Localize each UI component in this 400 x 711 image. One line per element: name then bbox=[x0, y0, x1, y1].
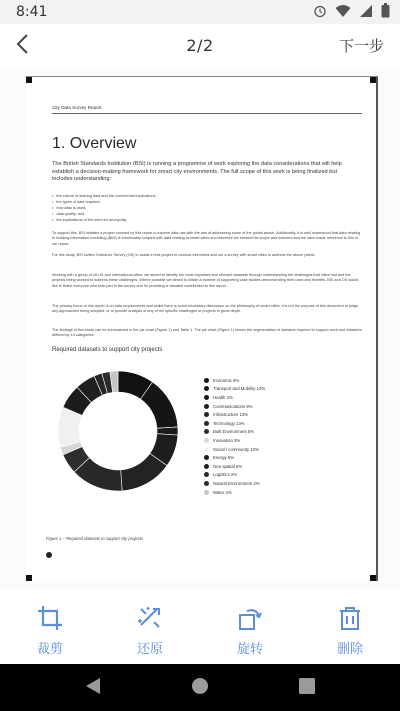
crop-corner-top-right[interactable] bbox=[370, 77, 376, 83]
scanned-page bbox=[26, 76, 378, 581]
legend-item bbox=[204, 376, 344, 385]
legend-swatch bbox=[204, 404, 209, 409]
legend-label: Energy 6% bbox=[213, 455, 235, 461]
legend-swatch bbox=[204, 421, 209, 426]
legend-label: Innovation 2% bbox=[213, 437, 241, 443]
legend-item bbox=[204, 410, 344, 419]
legend-swatch bbox=[204, 438, 209, 443]
body-paragraph: Working with a group of 18 UK and international cities, we aimed to identify the most important and relevant datasets through understanding the challenges that cities had and the projects being worked to address these challenges. Where possible we aimed to obtain a number of supporting case studies demonstrating their uses and benefits. BSI and OS would like to thank everyone who took part in the survey and for providing a valuable contribution to this report. bbox=[52, 273, 359, 288]
nav-back-button[interactable] bbox=[73, 668, 113, 708]
delete-icon bbox=[336, 604, 364, 632]
list-item: • the types of data required; bbox=[52, 200, 352, 206]
wifi-icon bbox=[335, 3, 351, 22]
legend-label: Built Environment 5% bbox=[213, 429, 255, 435]
legend-item bbox=[204, 436, 344, 445]
body-paragraph: To support this, BSI initiated a project covered by this report to explore data use with the aim of addressing some of the points above. Additionally, it is well understood that data relating to building information modelling (BIM) is inextricably coupled with data relating to smart cities and therefore we ensured its scope was included and we have made reference to this in our report. bbox=[52, 231, 361, 246]
next-step-button[interactable]: 下一步 bbox=[338, 37, 384, 55]
legend-swatch bbox=[204, 412, 209, 417]
nav-home-icon bbox=[191, 677, 209, 699]
alarm-icon bbox=[313, 3, 327, 22]
nav-recents-icon bbox=[299, 678, 315, 698]
legend-item bbox=[204, 479, 344, 488]
rotate-label: 旋转 bbox=[236, 642, 263, 657]
bullet-list bbox=[52, 194, 352, 223]
legend-swatch bbox=[204, 490, 209, 495]
page-title: 1. Overview bbox=[52, 135, 137, 152]
legend-swatch bbox=[204, 447, 209, 452]
legend-label: Water 2% bbox=[213, 489, 232, 495]
legend-swatch bbox=[204, 481, 209, 486]
system-nav-bar bbox=[0, 664, 400, 711]
list-item: • how data is used; bbox=[52, 206, 352, 212]
body-paragraph: The primary focus of this report is on data requirements and whilst there is some necessary discussion on the philosophy of smart cities, it is not the purpose of this document to judge any approaches being adopted, or to provide analysis of any of the specific challenges or projects in great depth. bbox=[52, 304, 359, 314]
legend-swatch bbox=[204, 386, 209, 391]
legend-label: Infrastructure 13% bbox=[213, 412, 249, 418]
legend-item bbox=[204, 402, 344, 411]
legend-label: Logistics 2% bbox=[213, 472, 238, 478]
restore-icon bbox=[136, 604, 164, 632]
legend-label: Geo spatial 5% bbox=[213, 463, 243, 469]
list-item: • the culture of sharing data and the commercial implications; bbox=[52, 194, 352, 200]
body-paragraph: The findings of this study can be summarized in the pie chart (Figure 1) and Table 1. The pie chart (Figure 1) shows the segmentation of datasets required to support work and initiatives defined by 14 categories. bbox=[52, 328, 362, 338]
legend-swatch bbox=[204, 464, 209, 469]
legend-item bbox=[204, 462, 344, 471]
legend-item bbox=[204, 453, 344, 462]
legend-swatch bbox=[204, 472, 209, 477]
legend-swatch bbox=[204, 429, 209, 434]
nav-back-icon bbox=[85, 677, 101, 699]
crop-corner-top-left[interactable] bbox=[26, 77, 32, 83]
body-paragraph: For this study, BSI invited Ordnance Survey (OS) to assist in this project to conduct interviews and run a survey with smart cities to address the above points. bbox=[52, 253, 316, 257]
legend-label: Economic 9% bbox=[213, 377, 240, 383]
crop-label: 裁剪 bbox=[36, 642, 63, 657]
legend-item bbox=[204, 385, 344, 394]
crop-corner-bottom-right[interactable] bbox=[370, 575, 376, 581]
legend-label: Communications 8% bbox=[213, 403, 253, 409]
crop-button[interactable] bbox=[5, 590, 95, 657]
battery-icon bbox=[381, 3, 390, 22]
legend-item bbox=[204, 393, 344, 402]
legend-swatch bbox=[204, 378, 209, 383]
nav-recents-button[interactable] bbox=[287, 668, 327, 708]
chart-title: Required datasets to support city projects bbox=[52, 347, 163, 353]
donut-chart bbox=[56, 369, 180, 493]
legend-item bbox=[204, 488, 344, 497]
delete-label: 删除 bbox=[336, 642, 363, 657]
page-header-text: City Data Survey Report bbox=[52, 105, 102, 110]
legend-label: Social / community 10% bbox=[213, 446, 259, 452]
legend-swatch bbox=[204, 455, 209, 460]
page-number-dot bbox=[46, 552, 52, 558]
top-bar bbox=[0, 24, 400, 68]
list-item: • data quality; and bbox=[52, 212, 352, 218]
crop-corner-bottom-left[interactable] bbox=[26, 575, 32, 581]
document-preview bbox=[0, 68, 400, 590]
legend-label: Natural Environment 2% bbox=[213, 480, 260, 486]
header-divider bbox=[52, 113, 362, 114]
cellular-icon bbox=[359, 3, 373, 22]
legend-item bbox=[204, 445, 344, 454]
intro-paragraph: The British Standards Institution (BSI) is running a programme of work exploring the data considerations that will help establish a decision-making framework for smart city environments. The full scope of this work is being finalized but includes understanding: bbox=[52, 161, 342, 183]
legend-label: Health 2% bbox=[213, 394, 233, 400]
legend-item bbox=[204, 471, 344, 480]
legend-item bbox=[204, 419, 344, 428]
chart-legend bbox=[204, 376, 344, 496]
legend-swatch bbox=[204, 395, 209, 400]
status-bar bbox=[0, 0, 400, 24]
rotate-icon bbox=[236, 604, 264, 632]
list-item: • the implications of the need for anonymity bbox=[52, 218, 352, 224]
legend-label: Transport and Mobility 13% bbox=[213, 386, 266, 392]
restore-label: 还原 bbox=[136, 642, 163, 657]
crop-icon bbox=[36, 604, 64, 632]
status-time: 8:41 bbox=[16, 4, 48, 20]
page-indicator: 2/2 bbox=[186, 36, 214, 55]
legend-item bbox=[204, 428, 344, 437]
edit-toolbar bbox=[0, 590, 400, 664]
restore-button[interactable] bbox=[105, 590, 195, 657]
delete-button[interactable] bbox=[305, 590, 395, 657]
rotate-button[interactable] bbox=[205, 590, 295, 657]
figure-caption: Figure 1 – Required datasets to support city projects bbox=[46, 536, 144, 541]
legend-label: Technology 13% bbox=[213, 420, 245, 426]
status-icons bbox=[313, 4, 390, 20]
nav-home-button[interactable] bbox=[180, 668, 220, 708]
